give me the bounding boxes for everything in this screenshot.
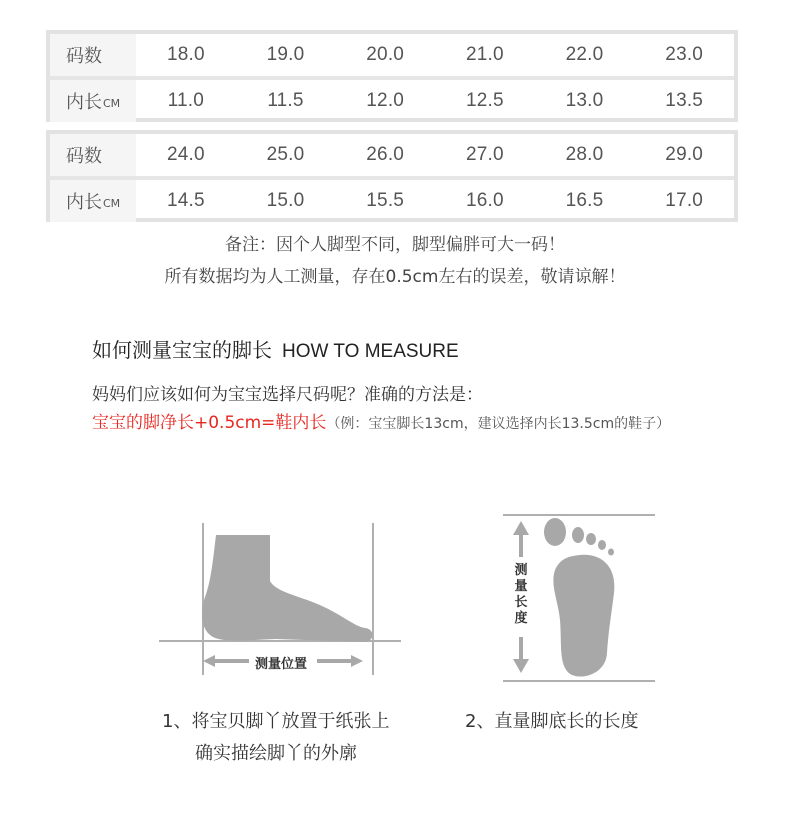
size-cell: 29.0 (665, 144, 704, 165)
size-cell: 22.0 (565, 44, 604, 65)
length-cell: 16.0 (465, 190, 504, 211)
length-unit: CM (103, 96, 121, 110)
step1-caption (162, 706, 389, 770)
size-cell: 20.0 (366, 44, 405, 65)
size-cell: 28.0 (565, 144, 604, 165)
length-cell: 13.5 (665, 90, 704, 111)
length-label (50, 80, 136, 122)
size-cell: 18.0 (166, 44, 205, 65)
formula-text: 宝宝的脚净长+0.5cm=鞋内长 (92, 413, 327, 433)
length-cell: 17.0 (665, 190, 704, 211)
length-cell: 12.5 (465, 90, 504, 111)
size-label: 码数 (50, 34, 136, 76)
sole-diagram (500, 505, 660, 685)
step1-line1: 1、将宝贝脚丫放置于纸张上 (162, 711, 390, 732)
diagram1-label: 测量位置 (255, 657, 308, 672)
length-label (50, 180, 136, 222)
size-cell: 21.0 (465, 44, 504, 65)
size-table-1 (46, 30, 738, 122)
step1-line2: 确实描绘脚丫的外廓 (195, 743, 357, 764)
measure-title-en: HOW TO MEASURE (282, 341, 459, 362)
note-error: 所有数据均为人工测量，存在0.5cm左右的误差，敬请谅解！ (164, 267, 626, 287)
length-row (50, 80, 734, 122)
size-cell: 23.0 (665, 44, 704, 65)
size-cell: 26.0 (366, 144, 405, 165)
diagram2-label: 测量长度 (514, 563, 528, 626)
length-cell: 14.5 (166, 190, 205, 211)
measure-title (92, 334, 459, 363)
size-cell: 19.0 (266, 44, 305, 65)
size-table-2 (46, 130, 738, 222)
step2-caption: 2、直量脚底长的长度 (465, 711, 639, 732)
size-cell: 25.0 (266, 144, 305, 165)
length-cell: 11.5 (267, 90, 304, 111)
length-cell: 16.5 (565, 190, 604, 211)
length-cell: 15.5 (366, 190, 405, 211)
length-label-text: 内长 (66, 192, 102, 213)
size-cell: 27.0 (465, 144, 504, 165)
measure-intro: 妈妈们应该如何为宝宝选择尺码呢？准确的方法是： (92, 385, 483, 405)
length-cell: 11.0 (167, 90, 205, 111)
side-foot-diagram (155, 515, 405, 685)
size-label: 码数 (50, 134, 136, 176)
length-cell: 12.0 (366, 90, 405, 111)
measure-formula (92, 408, 670, 433)
note-fit: 备注：因个人脚型不同，脚型偏胖可大一码！ (225, 235, 565, 255)
size-cell: 24.0 (166, 144, 205, 165)
length-unit: CM (103, 196, 121, 210)
measure-title-cn: 如何测量宝宝的脚长 (92, 338, 272, 362)
size-row (50, 34, 734, 80)
length-label-text: 内长 (66, 92, 102, 113)
length-cell: 15.0 (266, 190, 305, 211)
size-row (50, 134, 734, 180)
length-cell: 13.0 (565, 90, 604, 111)
formula-example: （例：宝宝脚长13cm，建议选择内长13.5cm的鞋子） (326, 416, 671, 432)
length-row (50, 180, 734, 222)
